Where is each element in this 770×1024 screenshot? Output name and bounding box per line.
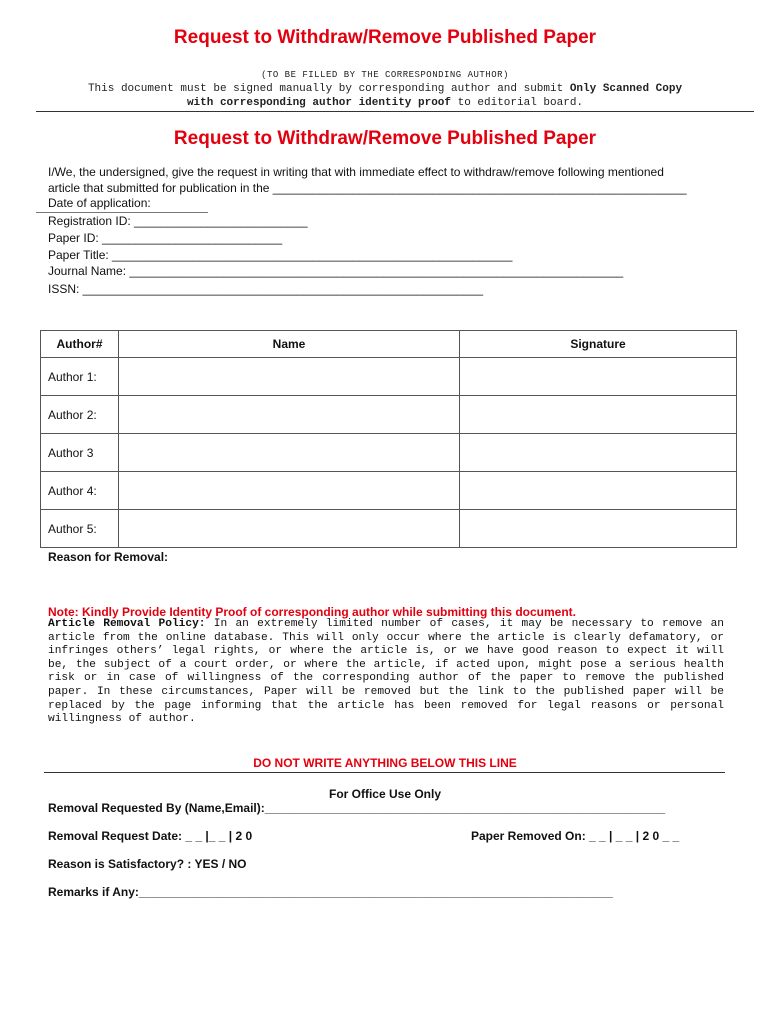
table-row (41, 510, 737, 548)
paper-id-field[interactable]: Paper ID: ___________________________ (48, 231, 283, 245)
header-divider (36, 111, 754, 112)
table-row (41, 358, 737, 396)
instruction-emphasis: Only Scanned Copy (569, 83, 683, 95)
intro-paragraph (48, 164, 748, 196)
article-removal-policy (48, 618, 724, 727)
intro-line-1: I/We, the undersigned, give the request in writing that with immediate effect to withdraw/remove following mentioned (48, 165, 664, 179)
paper-removed-on-field[interactable]: Paper Removed On: _ _ | _ _ | 2 0 _ _ (471, 829, 680, 843)
identity-proof-note: Note: Kindly Provide Identity Proof of corresponding author while submitting this document. (48, 605, 577, 619)
journal-name-field[interactable]: Journal Name: __________________________________________________________________________ (48, 264, 624, 278)
author-label: Author 3 (41, 434, 119, 472)
removal-request-date-field[interactable]: Removal Request Date: _ _ |_ _ | 2 0 (48, 829, 253, 843)
paper-title-field[interactable]: Paper Title: ____________________________________________________________ (48, 248, 513, 262)
author-label: Author 4: (41, 472, 119, 510)
author-label: Author 5: (41, 510, 119, 548)
author-name-cell[interactable] (119, 510, 460, 548)
intro-line-2: article that submitted for publication in the ______________________________________________________________ (48, 181, 687, 195)
author-signature-cell[interactable] (460, 396, 737, 434)
author-label: Author 1: (41, 358, 119, 396)
page-title: Request to Withdraw/Remove Published Paper (173, 27, 597, 48)
registration-id-field[interactable]: Registration ID: __________________________ (48, 214, 308, 228)
policy-text: In an extremely limited number of cases, it may be necessary to remove an article from the online database. This will only occur where the article is clearly defamatory, or infringes others’ legal rights, or where the article is, or we have good reason to expect it will be, the subject of a court order, or where the article, if acted upon, might pose a serious health risk or in case of willingness of the corresponding author of the paper to remove the published paper. In these circumstances, Paper will be removed but the link to the published paper will be replaced by the page informing that the article has been removed for legal reasons or personal willingness of author. (48, 618, 724, 726)
author-label: Author 2: (41, 396, 119, 434)
table-row (41, 396, 737, 434)
author-signature-cell[interactable] (460, 510, 737, 548)
instructions (0, 82, 770, 110)
instruction-emphasis-2: with corresponding author identity proof (186, 97, 451, 109)
reason-for-removal-label: Reason for Removal: (48, 550, 169, 564)
author-signature-cell[interactable] (460, 358, 737, 396)
column-header-author: Author# (41, 331, 119, 358)
column-header-signature: Signature (460, 331, 737, 358)
author-name-cell[interactable] (119, 434, 460, 472)
reason-satisfactory-field[interactable]: Reason is Satisfactory? : YES / NO (48, 857, 247, 871)
office-divider (44, 772, 725, 773)
table-row (41, 472, 737, 510)
subtitle: (TO BE FILLED BY THE CORRESPONDING AUTHOR) (261, 70, 509, 80)
form-title: Request to Withdraw/Remove Published Paper (173, 128, 597, 149)
remarks-field[interactable]: Remarks if Any:_______________________________________________________________________ (48, 885, 613, 899)
instruction-text: This document must be signed manually by corresponding author and submit (87, 83, 570, 95)
table-row (41, 434, 737, 472)
do-not-write-warning: DO NOT WRITE ANYTHING BELOW THIS LINE (253, 756, 517, 770)
instruction-text-2: to editorial board. (451, 97, 584, 109)
removal-requested-by-field[interactable]: Removal Requested By (Name,Email):____________________________________________________________ (48, 801, 666, 815)
policy-label: Article Removal Policy: (48, 618, 206, 630)
author-name-cell[interactable] (119, 358, 460, 396)
author-signature-cell[interactable] (460, 472, 737, 510)
author-name-cell[interactable] (119, 472, 460, 510)
authors-table (40, 330, 737, 548)
office-use-heading: For Office Use Only (328, 787, 442, 801)
issn-field[interactable]: ISSN: ____________________________________________________________ (48, 282, 484, 296)
column-header-name: Name (119, 331, 460, 358)
author-signature-cell[interactable] (460, 434, 737, 472)
author-name-cell[interactable] (119, 396, 460, 434)
table-header-row (41, 331, 737, 358)
date-of-application-label: Date of application: (48, 196, 151, 210)
